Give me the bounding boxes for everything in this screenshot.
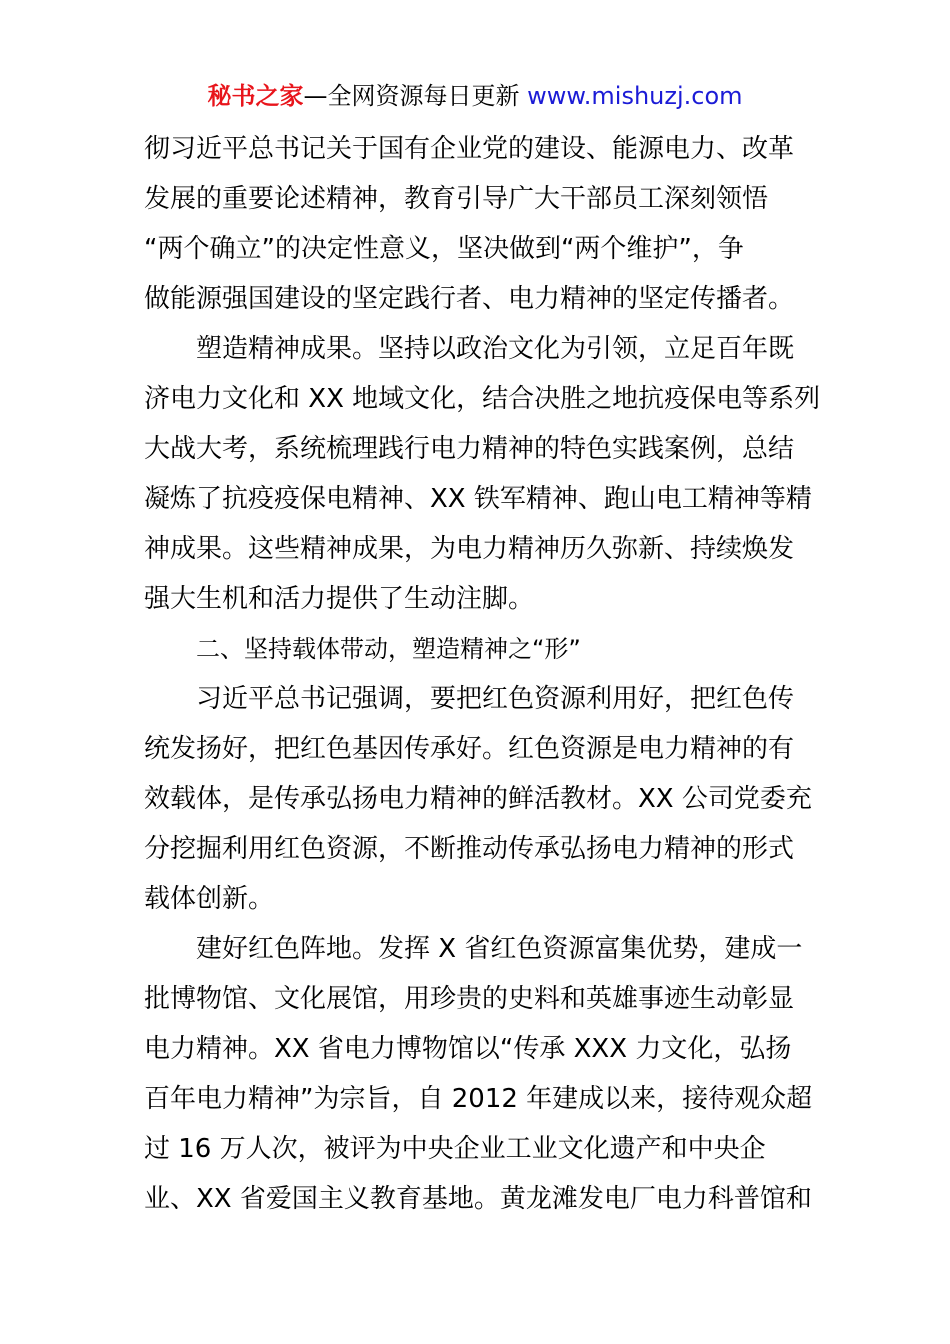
body-line: 济电力文化和 XX 地域文化，结合决胜之地抗疫保电等系列 [144, 384, 821, 414]
body-line: 彻习近平总书记关于国有企业党的建设、能源电力、改革 [144, 134, 795, 164]
body-line: 分挖掘利用红色资源，不断推动传承弘扬电力精神的形式 [144, 834, 795, 864]
paragraph-start-line: 塑造精神成果。坚持以政治文化为引领，立足百年既 [196, 334, 795, 364]
body-line: 做能源强国建设的坚定践行者、电力精神的坚定传播者。 [144, 284, 795, 314]
document-body [144, 124, 821, 1224]
body-line: 业、XX 省爱国主义教育基地。黄龙滩发电厂电力科普馆和 [144, 1184, 812, 1214]
site-brand: 秘书之家 [207, 82, 304, 110]
body-line: 载体创新。 [144, 884, 275, 914]
paragraph-start-line: 建好红色阵地。发挥 X 省红色资源富集优势，建成一 [196, 934, 803, 964]
site-url-link[interactable]: www.mishuzj.com [527, 82, 743, 110]
body-line: “两个确立”的决定性意义，坚决做到“两个维护”，争 [144, 234, 744, 264]
site-header [0, 80, 950, 112]
body-line: 批博物馆、文化展馆，用珍贵的史料和英雄事迹生动彰显 [144, 984, 795, 1014]
body-line: 统发扬好，把红色基因传承好。红色资源是电力精神的有 [144, 734, 795, 764]
body-line: 过 16 万人次，被评为中央企业工业文化遗产和中央企 [144, 1134, 766, 1164]
body-line: 发展的重要论述精神，教育引导广大干部员工深刻领悟 [144, 184, 769, 214]
section-heading: 二、坚持载体带动，塑造精神之“形” [196, 635, 581, 663]
body-line: 效载体，是传承弘扬电力精神的鲜活教材。XX 公司党委充 [144, 784, 812, 814]
body-line: 凝炼了抗疫疫保电精神、XX 铁军精神、跑山电工精神等精 [144, 484, 812, 514]
body-line: 大战大考，系统梳理践行电力精神的特色实践案例，总结 [144, 434, 795, 464]
body-line: 神成果。这些精神成果，为电力精神历久弥新、持续焕发 [144, 534, 795, 564]
body-line: 百年电力精神”为宗旨，自 2012 年建成以来，接待观众超 [144, 1084, 813, 1114]
body-line: 强大生机和活力提供了生动注脚。 [144, 584, 535, 614]
body-line: 电力精神。XX 省电力博物馆以“传承 XXX 力文化，弘扬 [144, 1034, 792, 1064]
site-tagline: —全网资源每日更新 [303, 82, 528, 110]
paragraph-start-line: 习近平总书记强调，要把红色资源利用好，把红色传 [196, 684, 795, 714]
